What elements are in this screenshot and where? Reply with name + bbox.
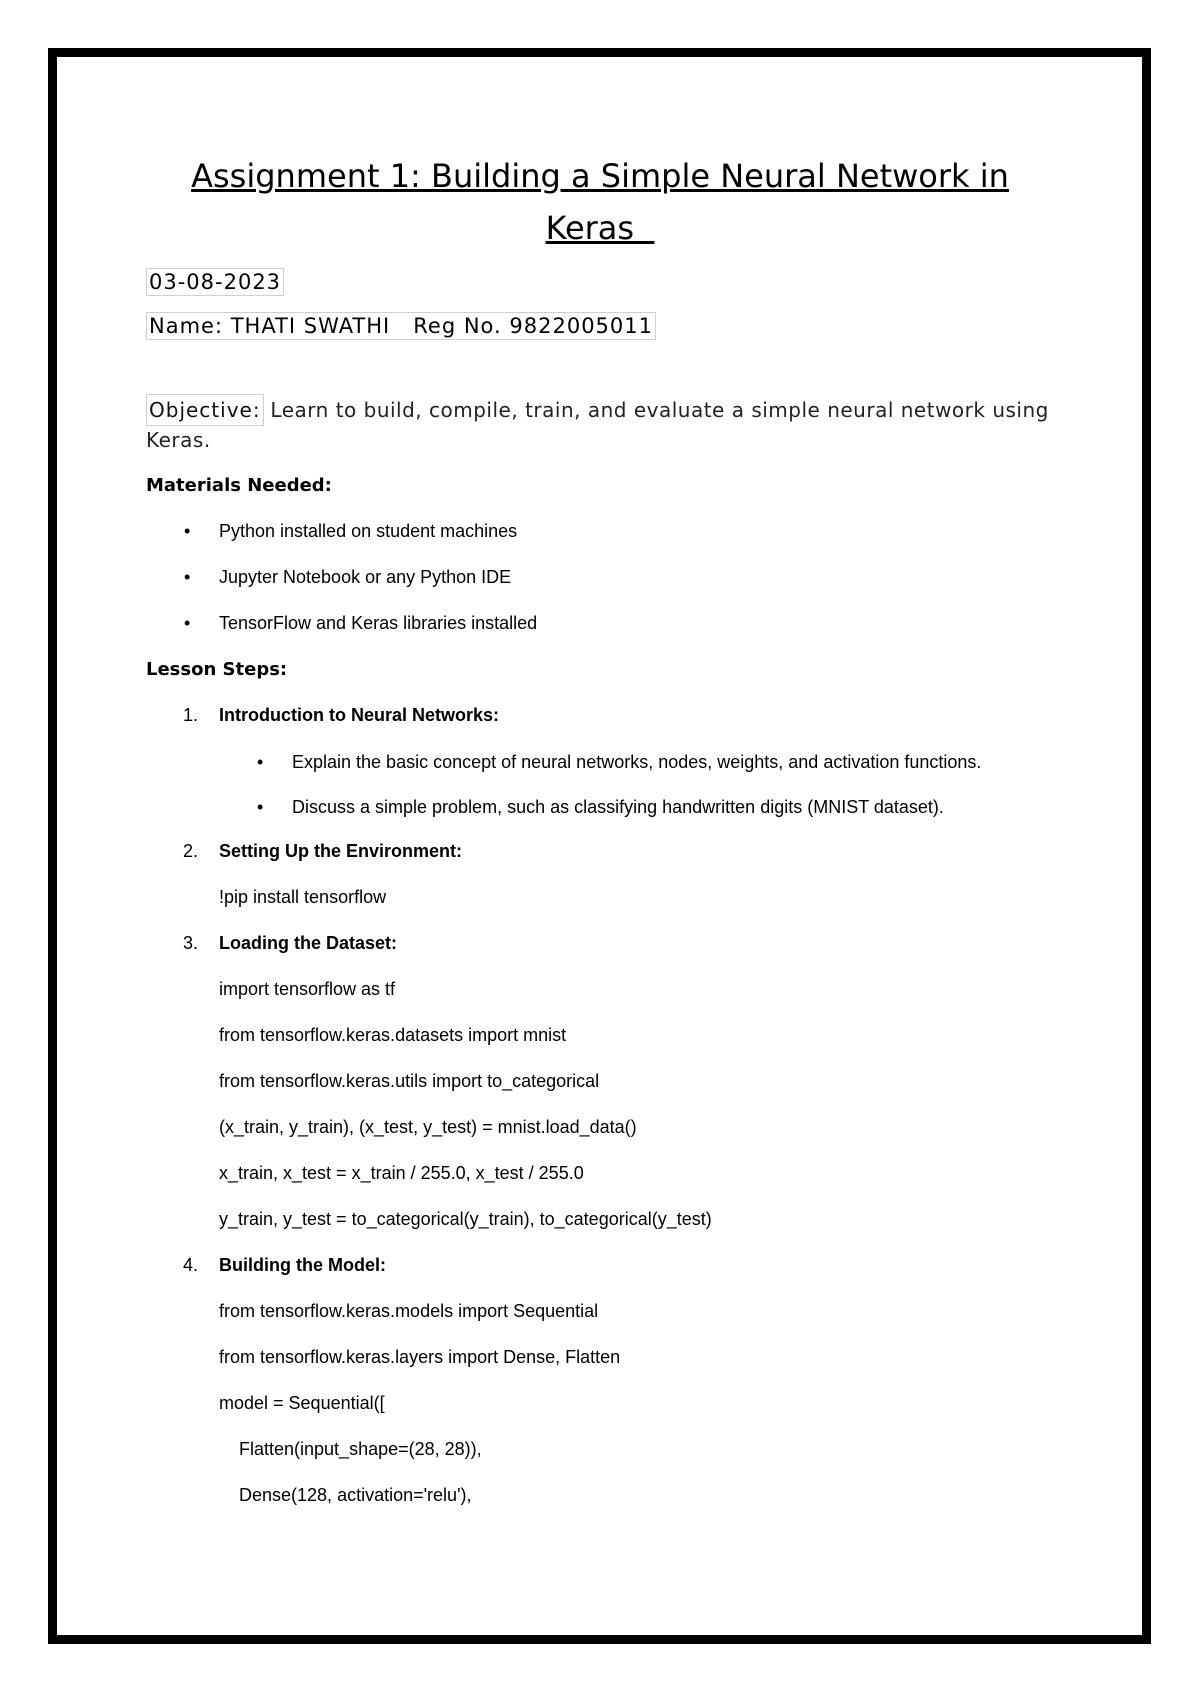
step-number: 4. <box>183 1255 199 1275</box>
code-line: Dense(128, activation='relu'), <box>219 1485 472 1505</box>
list-item <box>184 564 1054 591</box>
title-line-1: Assignment 1: Building a Simple Neural Network in <box>191 157 1009 195</box>
list-item <box>257 748 1054 777</box>
lesson-steps-heading: Lesson Steps: <box>146 659 288 680</box>
materials-heading: Materials Needed: <box>146 475 332 496</box>
bullet-icon: • <box>184 567 191 587</box>
code-line: from tensorflow.keras.datasets import mnist <box>219 1025 567 1045</box>
bullet-icon: • <box>184 521 191 541</box>
bullet-icon: • <box>184 613 191 633</box>
name-row <box>146 312 1054 340</box>
step-number: 1. <box>183 705 199 725</box>
step-1-bullets <box>219 748 1054 822</box>
step-3 <box>183 930 1054 1233</box>
code-line: !pip install tensorflow <box>219 887 387 907</box>
step-number: 3. <box>183 933 199 953</box>
objective-text: Learn to build, compile, train, and evaluate a simple neural network using Keras. <box>146 398 1049 452</box>
step-1 <box>183 702 1054 822</box>
step-title: Loading the Dataset: <box>219 933 398 953</box>
code-line: y_train, y_test = to_categorical(y_train), to_categorical(y_test) <box>219 1209 712 1229</box>
name-reg-field: Name: THATI SWATHI Reg No. 9822005011 <box>146 312 656 340</box>
page-title <box>146 150 1054 254</box>
list-item <box>257 793 1054 822</box>
step-title: Setting Up the Environment: <box>219 841 462 861</box>
document-content <box>146 150 1054 1528</box>
code-line: (x_train, y_train), (x_test, y_test) = mnist.load_data() <box>219 1117 637 1137</box>
bullet-icon: • <box>257 752 264 772</box>
material-text: Jupyter Notebook or any Python IDE <box>219 567 512 587</box>
code-line: from tensorflow.keras.utils import to_categorical <box>219 1071 600 1091</box>
step-title: Building the Model: <box>219 1255 386 1275</box>
material-text: TensorFlow and Keras libraries installed <box>219 613 538 633</box>
step-title: Introduction to Neural Networks: <box>219 705 500 725</box>
bullet-icon: • <box>257 797 264 817</box>
objective-label: Objective: <box>146 394 264 426</box>
materials-list <box>146 518 1054 637</box>
step-4 <box>183 1252 1054 1509</box>
list-item <box>184 518 1054 545</box>
objective-paragraph <box>146 394 1054 454</box>
code-line: model = Sequential([ <box>219 1393 385 1413</box>
lesson-steps-list <box>146 702 1054 1509</box>
bullet-text: Discuss a simple problem, such as classifying handwritten digits (MNIST dataset). <box>292 797 944 817</box>
material-text: Python installed on student machines <box>219 521 518 541</box>
step-number: 2. <box>183 841 199 861</box>
title-line-2: Keras <box>545 209 655 247</box>
code-line: import tensorflow as tf <box>219 979 396 999</box>
code-line: x_train, x_test = x_train / 255.0, x_test / 255.0 <box>219 1163 584 1183</box>
date-row <box>146 268 1054 296</box>
code-line: from tensorflow.keras.layers import Dense, Flatten <box>219 1347 621 1367</box>
code-line: Flatten(input_shape=(28, 28)), <box>219 1439 482 1459</box>
bullet-text: Explain the basic concept of neural networks, nodes, weights, and activation functions. <box>292 752 982 772</box>
code-line: from tensorflow.keras.models import Sequential <box>219 1301 599 1321</box>
list-item <box>184 610 1054 637</box>
date-field: 03-08-2023 <box>146 268 284 296</box>
step-2 <box>183 838 1054 911</box>
